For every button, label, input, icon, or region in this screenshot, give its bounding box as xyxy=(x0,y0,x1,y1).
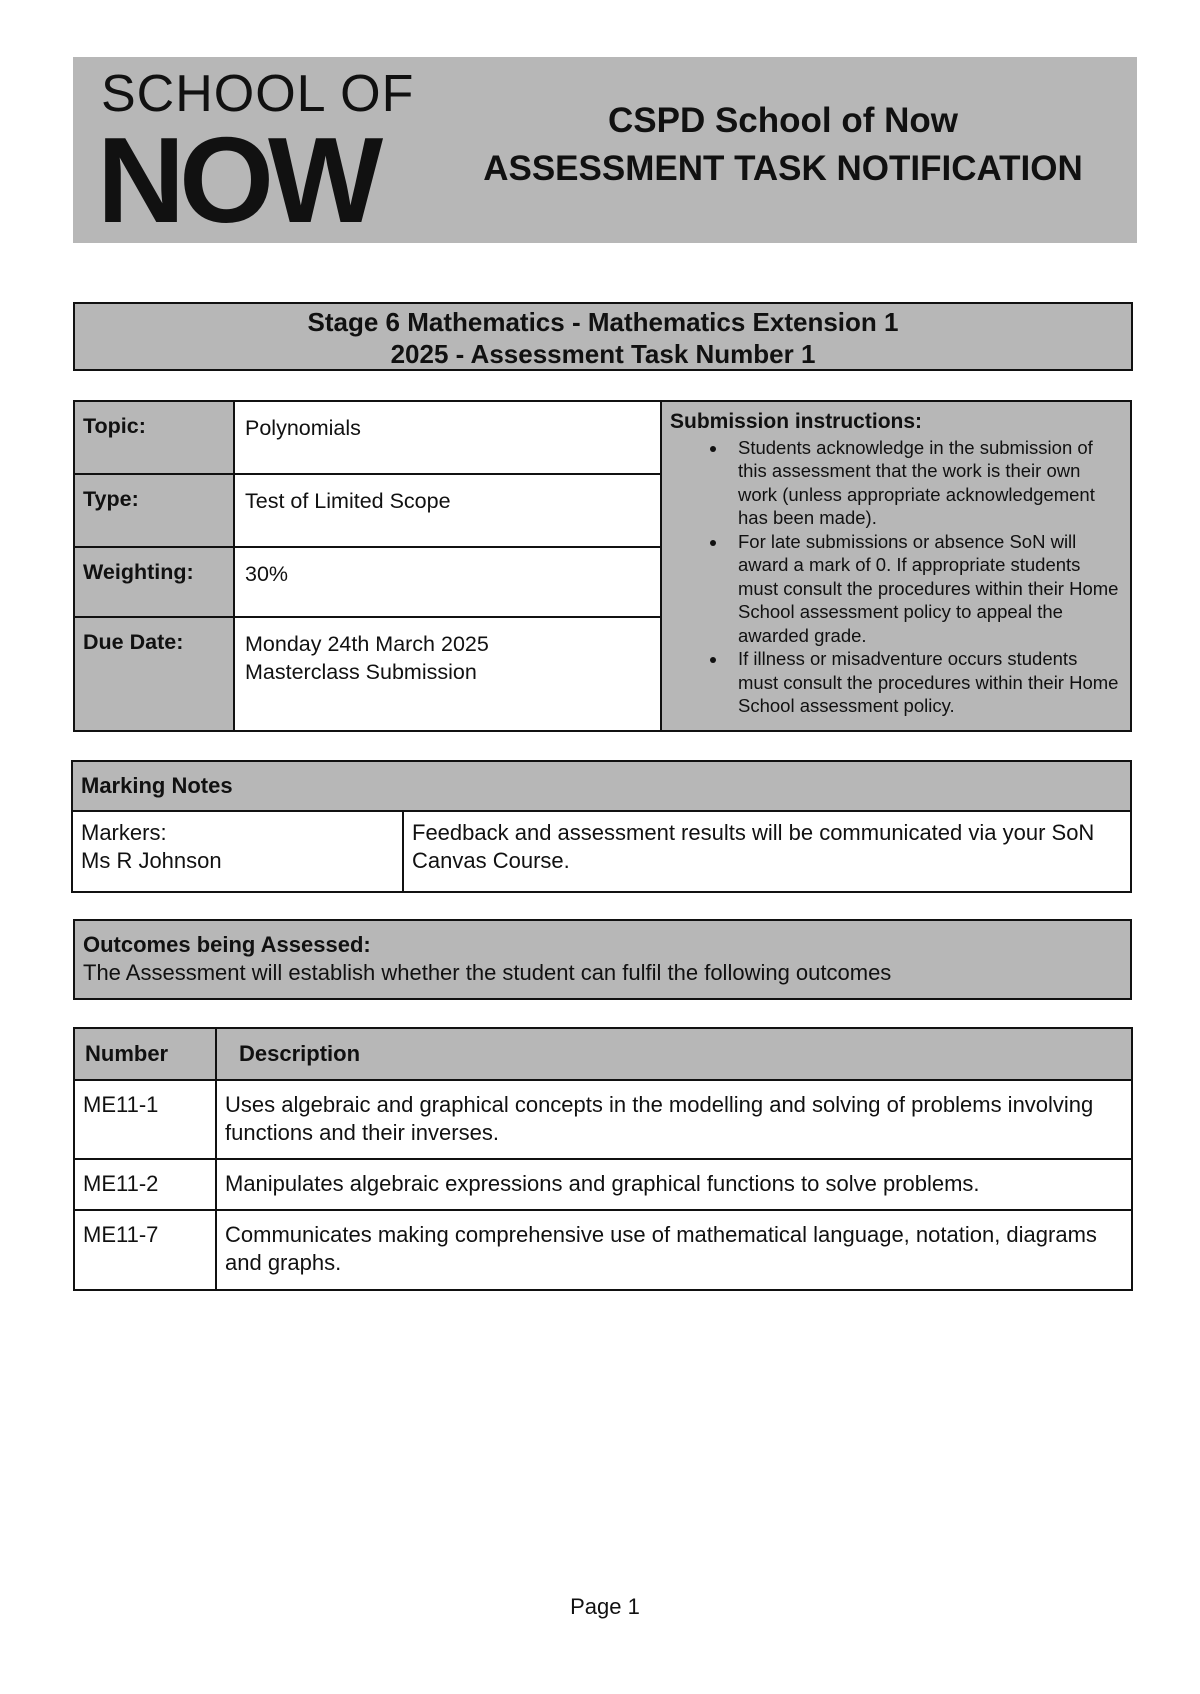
markers-label: Markers: xyxy=(81,820,167,845)
column-header-number: Number xyxy=(74,1028,216,1080)
due-date-label: Due Date: xyxy=(74,617,234,731)
outcome-number: ME11-2 xyxy=(74,1159,216,1210)
weighting-value: 30% xyxy=(234,547,661,617)
due-date: Monday 24th March 2025 xyxy=(245,632,489,656)
outcome-number: ME11-1 xyxy=(74,1080,216,1159)
outcome-description: Communicates making comprehensive use of mathematical language, notation, diagrams and graphs. xyxy=(216,1210,1132,1290)
type-label: Type: xyxy=(74,474,234,547)
page-number: Page 1 xyxy=(570,1594,640,1619)
markers-name: Ms R Johnson xyxy=(81,848,222,873)
feedback-note: Feedback and assessment results will be communicated via your SoN Canvas Course. xyxy=(403,811,1131,892)
marking-notes-heading: Marking Notes xyxy=(72,761,1131,811)
course-title-box xyxy=(73,302,1133,371)
task-number: 2025 - Assessment Task Number 1 xyxy=(390,339,816,369)
list-item: • For late submissions or absence SoN will award a mark of 0. If appropriate students must consult the procedures within their Home School assessment policy to appeal the awarded grade. xyxy=(728,530,1122,648)
notification-title: ASSESSMENT TASK NOTIFICATION xyxy=(483,149,1083,188)
list-item: • If illness or misadventure occurs students must consult the procedures within their Home School assessment policy. xyxy=(728,647,1122,718)
logo-line2: NOW xyxy=(97,112,378,248)
column-header-description: Description xyxy=(216,1028,1132,1080)
submission-method: Masterclass Submission xyxy=(245,660,477,684)
school-of-now-logo xyxy=(97,65,431,248)
markers-cell xyxy=(72,811,403,892)
submission-heading: Submission instructions: xyxy=(670,410,923,433)
header-banner xyxy=(73,57,1137,248)
outcome-number: ME11-7 xyxy=(74,1210,216,1290)
document-title xyxy=(473,97,1093,193)
topic-value: Polynomials xyxy=(234,401,661,474)
table-row xyxy=(74,1080,1132,1159)
table-row xyxy=(74,1210,1132,1290)
outcome-description: Manipulates algebraic expressions and graphical functions to solve problems. xyxy=(216,1159,1132,1210)
weighting-label: Weighting: xyxy=(74,547,234,617)
school-name: CSPD School of Now xyxy=(608,101,958,140)
marking-notes-table xyxy=(71,760,1132,893)
course-name: Stage 6 Mathematics - Mathematics Extension 1 xyxy=(307,307,899,337)
topic-label: Topic: xyxy=(74,401,234,474)
outcome-description: Uses algebraic and graphical concepts in the modelling and solving of problems involving functions and their inverses. xyxy=(216,1080,1132,1159)
list-item: • Students acknowledge in the submission of this assessment that the work is their own work (unless appropriate acknowledgement has been made). xyxy=(728,436,1122,530)
outcomes-table xyxy=(73,1027,1133,1291)
table-row xyxy=(74,1159,1132,1210)
due-date-value xyxy=(234,617,661,731)
outcomes-box xyxy=(73,919,1132,1000)
submission-instructions xyxy=(661,401,1131,731)
submission-list xyxy=(670,436,1122,718)
type-value: Test of Limited Scope xyxy=(234,474,661,547)
outcomes-heading: Outcomes being Assessed: xyxy=(83,932,371,957)
task-info-table xyxy=(73,400,1132,732)
logo-line1: SCHOOL OF xyxy=(101,65,415,123)
outcomes-intro: The Assessment will establish whether the student can fulfil the following outcomes xyxy=(83,960,892,985)
